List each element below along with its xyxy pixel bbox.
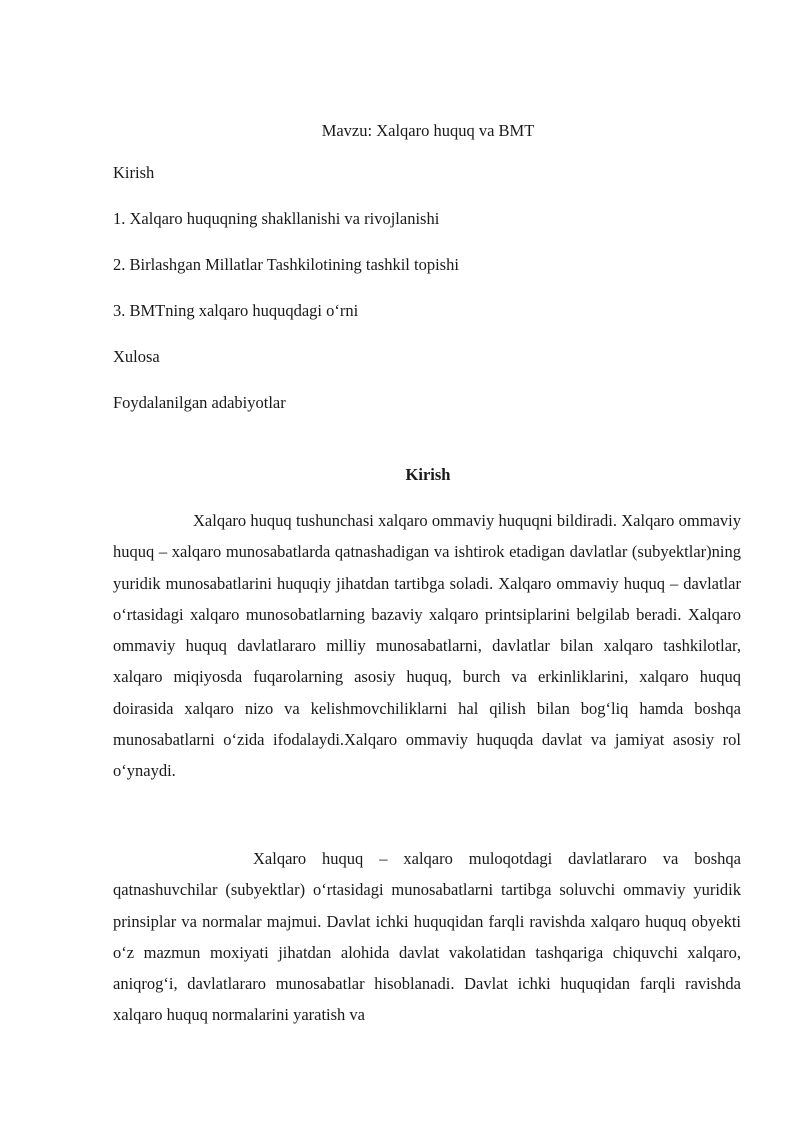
toc-item-references: Foydalanilgan adabiyotlar [113,393,286,412]
toc-item-conclusion: Xulosa [113,347,160,366]
body-paragraph-1: Xalqaro huquq tushunchasi xalqaro ommaviy huquqni bildiradi. Xalqaro ommaviy huquq – xalqaro munosabatlarda qatnashadigan va ishtirok etadigan davlatlar (subyektlar)ning yuridik munosabatlarini huquqiy jihatdan tartibga soladi. Xalqaro ommaviy huquq – davlatlar o‘rtasidagi xalqaro munosobatlarning bazaviy xalqaro printsiplarini belgilab beradi. Xalqaro ommaviy huquq davlatlararo milliy munosabatlarni, davlatlar bilan xalqaro tashkilotlar, xalqaro miqiyosda fuqarolarning asosiy huquq, burch va erkinliklarini, xalqaro huquq doirasida xalqaro nizo va kelishmovchiliklarni hal qilish bilan bog‘liq hamda boshqa munosabatlarni o‘zida ifodalaydi.Xalqaro ommaviy huquqda davlat va jamiyat asosiy rol o‘ynaydi. [113,511,741,781]
table-of-contents [113,162,459,438]
toc-item-2: 2. Birlashgan Millatlar Tashkilotining tashkil topishi [113,255,459,274]
section-heading: Kirish [405,465,451,484]
toc-item-introduction: Kirish [113,163,155,182]
toc-item-1: 1. Xalqaro huquqning shakllanishi va rivojlanishi [113,209,440,228]
toc-item-3: 3. BMTning xalqaro huquqdagi o‘rni [113,301,359,320]
document-title: Mavzu: Xalqaro huquq va BMT [321,121,535,140]
body-paragraph-2: Xalqaro huquq – xalqaro muloqotdagi davlatlararo va boshqa qatnashuvchilar (subyektlar) o‘rtasidagi munosabatlarni tartibga soluvchi ommaviy yuridik prinsiplar va normalar majmui. Davlat ichki huquqidan farqli ravishda xalqaro huquq obyekti o‘z mazmun moxiyati jihatdan alohida davlat vakolatidan tashqariga chiquvchi xalqaro, aniqrog‘i, davlatlararo munosabatlar hisoblanadi. Davlat ichki huquqidan farqli ravishda xalqaro huquq normalarini yaratish va [113,849,741,1025]
